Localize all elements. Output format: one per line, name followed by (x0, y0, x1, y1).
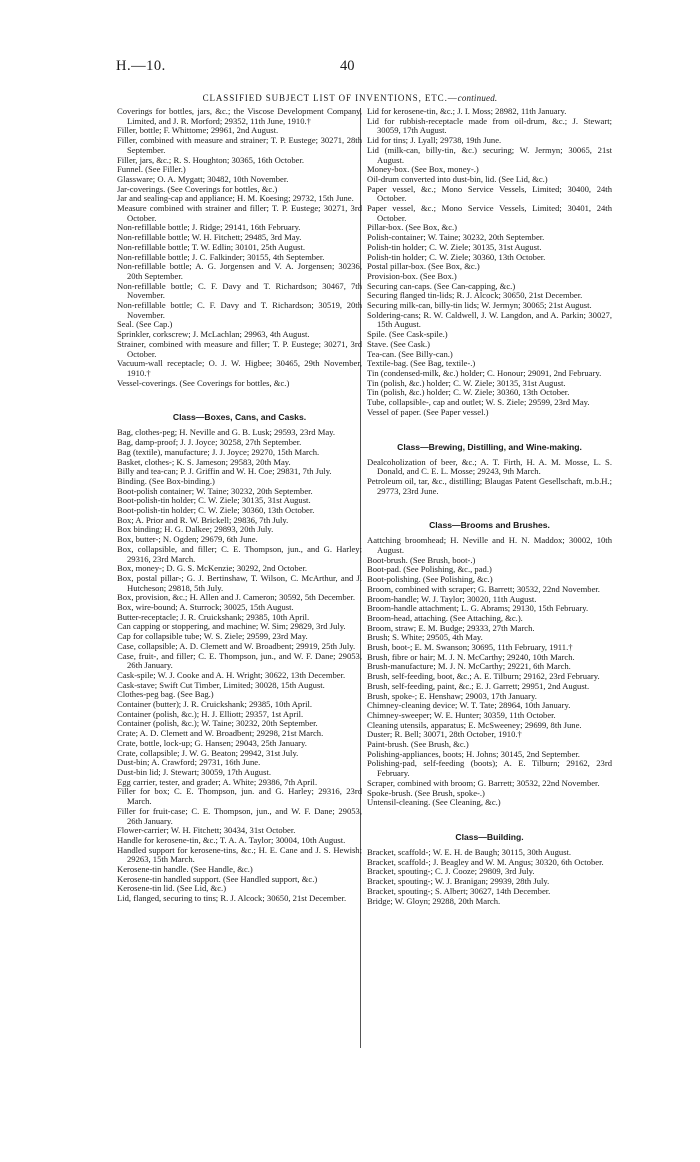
section-heading-brooms: Class—Brooms and Brushes. (429, 520, 550, 531)
list-item: Brush, fibre or hair; M. J. N. McCarthy; 29240, 10th March. (367, 651, 575, 662)
right-column (367, 107, 612, 906)
list-item: Filler for fruit-case; C. E. Thompson, jun., and W. F. Dane; 29053, 26th January. (117, 805, 362, 826)
list-item: Lid for rubbish-receptacle made from oil-drum, &c.; J. Stewart; 30059, 17th August. (367, 115, 612, 136)
list-item: Broom, combined with scraper; G. Barrett; 30532, 22nd November. (367, 583, 600, 594)
list-item: Dealcoholization of beer, &c.; A. T. Firth, H. A. M. Mosse, L. S. Donald, and C. E. L. Mosse; 29243, 9th March. (367, 456, 612, 477)
list-item: Glassware; O. A. Mygatt; 30482, 10th November. (117, 173, 289, 184)
left-column (117, 107, 362, 904)
section-heading-building: Class—Building. (455, 832, 524, 842)
list-item: Crate, collapsible; J. W. G. Beaton; 29942, 31st July. (117, 747, 299, 758)
list-item: Pillar-box. (See Box, &c.) (367, 222, 458, 233)
list-item: Broom, straw; E. M. Budge; 29333, 27th March. (367, 622, 535, 633)
entry-list (117, 107, 362, 388)
list-item: Securing milk-can, billy-tin lids; W. Jermyn; 30065; 21st August. (367, 300, 592, 311)
list-item: Paper vessel, &c.; Mono Service Vessels, Limited; 30401, 24th October. (367, 203, 612, 223)
section-spacer (367, 808, 612, 832)
list-item: Postal pillar-box. (See Box, &c.) (367, 261, 480, 272)
section-heading-boxes: Class—Boxes, Cans, and Casks. (172, 412, 307, 423)
list-item: Binding. (See Box-binding.) (117, 475, 215, 486)
list-item: Box, wire-bound; A. Sturrock; 30025, 15th August. (117, 602, 294, 613)
list-item: Money-box. (See Box, money-.) (367, 164, 479, 175)
list-item: Non-refillable bottle; C. F. Davy and T. Richardson; 30467, 7th November. (117, 280, 362, 301)
page-title (0, 93, 700, 103)
list-item: Tea-can. (See Billy-can.) (367, 348, 453, 359)
list-item: Bracket, scaffold-; J. Beagley and W. M. Angus; 30320, 6th October. (367, 856, 604, 867)
list-item: Lid (milk-can, billy-tin, &c.) securing; W. Jermyn; 30065, 21st August. (367, 144, 612, 165)
list-item: Lid for kerosene-tin, &c.; J. I. Moss; 28982, 11th January. (367, 106, 567, 116)
list-item: Bracket, scaffold-; W. E. H. de Baugh; 30115, 30th August. (367, 847, 572, 857)
list-item: Provision-box. (See Box.) (367, 270, 457, 281)
list-item: Vacuum-wall receptacle; O. J. W. Higbee; 30465, 29th November, 1910.† (117, 358, 362, 378)
list-item: Container (polish, &c.); W. Taine; 30232, 20th September. (117, 718, 318, 729)
list-item: Securing flanged tin-lids; R. J. Alcock; 30650, 21st December. (367, 290, 583, 301)
list-item: Box binding; H. G. Dalkee; 29893, 20th July. (117, 524, 274, 535)
list-item: Brush, boot-; E. M. Swanson; 30695, 11th February, 1911.† (367, 642, 573, 653)
list-item: Measure combined with strainer and filler; T. P. Eustege; 30271, 3rd October. (117, 203, 362, 223)
list-item: Tin (condensed-milk, &c.) holder; C. Honour; 29091, 2nd February. (367, 367, 602, 378)
list-item: Boot-polish-tin holder; C. W. Ziele; 30360, 13th October. (117, 505, 315, 516)
list-item: Tin (polish, &c.) holder; C. W. Ziele; 30360, 13th October. (367, 387, 570, 398)
list-item: Untensil-cleaning. (See Cleaning, &c.) (367, 797, 501, 808)
entry-list (117, 428, 362, 903)
list-item: Filler for box; C. E. Thompson, jun. and G. Harley; 29316, 23rd March. (117, 786, 362, 807)
section-spacer (117, 388, 362, 412)
list-item: Crate; A. D. Clemett and W. Broadbent; 29298, 21st March. (117, 728, 324, 739)
list-item: Box, postal pillar-; G. J. Bertinshaw, T. Wilson, C. McArthur, and J. Hutcheson; 29818, 5th July. (117, 572, 362, 593)
list-item: Broom-handle attachment; L. G. Abrams; 29130, 15th February. (367, 603, 589, 614)
list-item: Non-refillable bottle; W. H. Fitchett; 29485, 3rd May. (117, 232, 302, 243)
list-item: Vessel-coverings. (See Coverings for bottles, &c.) (117, 377, 290, 388)
list-item: Bag, clothes-peg; H. Neville and G. B. Lusk; 29593, 23rd May. (117, 427, 336, 438)
list-item: Spoke-brush. (See Brush, spoke-.) (367, 787, 485, 798)
list-item: Coverings for bottles, jars, &c.; the Viscose Development Company, Limited, and J. R. Morford; 29352, 11th June, 1910.† (117, 106, 362, 126)
list-item: Dust-bin lid; J. Stewart; 30059, 17th August. (117, 767, 271, 777)
list-item: Basket, clothes-; K. S. Jameson; 29583, 20th May. (117, 456, 291, 467)
list-item: Duster; R. Bell; 30071, 28th October, 1910.† (367, 729, 522, 740)
list-item: Polish-tin holder; C. W. Ziele; 30360, 13th October. (367, 251, 546, 262)
list-item: Kerosene-tin handled support. (See Handled support, &c.) (117, 873, 318, 884)
list-item: Seal. (See Cap.) (117, 319, 173, 330)
entry-list (367, 458, 612, 497)
list-item: Kerosene-tin lid. (See Lid, &c.) (117, 883, 227, 894)
list-item: Box, butter-; N. Ogden; 29679, 6th June. (117, 534, 258, 545)
list-item: Butter-receptacle; J. R. Cruickshank; 29385, 10th April. (117, 611, 310, 622)
list-item: Dust-bin; A. Crawford; 29731, 16th June. (117, 757, 261, 768)
section-heading-brewing: Class—Brewing, Distilling, and Wine-making. (397, 441, 582, 452)
list-item: Paper vessel, &c.; Mono Service Vessels, Limited; 30400, 24th October. (367, 183, 612, 204)
entry-list (367, 848, 612, 906)
list-item: Funnel. (See Filler.) (117, 164, 186, 175)
list-item: Polish-container; W. Taine; 30232, 20th September. (367, 232, 545, 243)
list-item: Box, money-; D. G. S. McKenzie; 30292, 2nd October. (117, 563, 307, 574)
list-item: Billy and tea-can; P. J. Griffin and W. H. Coe; 29831, 7th July. (117, 466, 332, 477)
list-item: Handled support for kerosene-tins, &c.; H. E. Cane and J. S. Hewish; 29263, 15th March. (117, 844, 362, 865)
list-item: Handle for kerosene-tin, &c.; T. A. A. Taylor; 30004, 10th August. (117, 834, 346, 845)
list-item: Polishing-appliances, boots; H. Johns; 30145, 2nd September. (367, 748, 580, 759)
document-reference: H.—10. (116, 58, 166, 74)
list-item: Cleaning utensils, apparatus; E. McSweeney; 29699, 8th June. (367, 719, 582, 730)
list-item: Strainer, combined with measure and filler; T. P. Eustege; 30271, 3rd October. (117, 338, 362, 359)
list-item: Broom-head, attaching. (See Attaching, &c.). (367, 612, 523, 623)
list-item: Boot-polish-tin holder; C. W. Ziele; 30135, 31st August. (117, 495, 311, 506)
list-item: Broom-handle; W. J. Taylor; 30020, 11th August. (367, 593, 537, 604)
list-item: Box, collapsible, and filler; C. E. Thompson, jun., and G. Harley; 29316, 23rd March. (117, 543, 362, 564)
list-item: Petroleum oil, tar, &c., distilling; Blaugas Patent Gesellschaft, m.b.H.; 29773, 23rd June. (367, 475, 612, 496)
entry-list (367, 536, 612, 808)
list-item: Brush-manufacture; M. J. N. McCarthy; 29221, 6th March. (367, 661, 571, 672)
list-item: Securing can-caps. (See Can-capping, &c.) (367, 280, 516, 291)
list-item: Cask-stave; Swift Cut Timber, Limited; 30028, 15th August. (117, 679, 325, 690)
list-item: Brush, self-feeding, boot, &c.; A. E. Tilburn; 29162, 23rd February. (367, 671, 600, 682)
list-item: Bridge; W. Gloyn; 29288, 20th March. (367, 895, 501, 906)
list-item: Non-refillable bottle; A. G. Jorgensen and V. A. Jorgensen; 30236, 20th September. (117, 261, 362, 281)
list-item: Chimney-sweeper; W. E. Hunter; 30359, 11th October. (367, 709, 556, 720)
list-item: Tube, collapsible-, cap and outlet; W. S. Ziele; 29599, 23rd May. (367, 397, 590, 408)
page-title-main: CLASSIFIED SUBJECT LIST OF INVENTIONS, ETC.— (202, 93, 458, 103)
list-item: Filler, bottle; F. Whittome; 29961, 2nd August. (117, 125, 279, 136)
list-item: Can capping or stoppering, and machine; W. Sim; 29829, 3rd July. (117, 621, 346, 632)
list-item: Brush; S. White; 29505, 4th May. (367, 632, 483, 643)
list-item: Lid for tins; J. Lyall; 29738, 19th June. (367, 135, 502, 146)
list-item: Textile-bag. (See Bag, textile-.) (367, 358, 476, 369)
list-item: Case, fruit-, and filler; C. E. Thompson, jun., and W. F. Dane; 29053, 26th January. (117, 650, 362, 671)
list-item: Filler, combined with measure and strainer; T. P. Eustege; 30271, 28th September. (117, 135, 362, 155)
section-spacer (367, 496, 612, 520)
list-item: Non-refillable bottle; J. C. Falkinder; 30155, 4th September. (117, 251, 325, 262)
list-item: Brush, spoke-; E. Henshaw; 29003, 17th January. (367, 690, 537, 701)
list-item: Kerosene-tin handle. (See Handle, &c.) (117, 864, 253, 875)
list-item: Polishing-pad, self-feeding (boots); A. E. Tilburn; 29162, 23rd February. (367, 758, 612, 779)
list-item: Sprinkler, corkscrew; J. McLachlan; 29963, 4th August. (117, 329, 310, 340)
list-item: Clothes-peg bag. (See Bag.) (117, 689, 214, 700)
list-item: Boot-polishing. (See Polishing, &c.) (367, 574, 493, 585)
list-item: Bracket, spouting-; W. J. Branigan; 29939, 28th July. (367, 876, 550, 887)
page-header (0, 58, 700, 78)
list-item: Non-refillable bottle; T. W. Edlin; 30101, 25th August. (117, 241, 306, 252)
list-item: Bracket, spouting-; S. Albert; 30627, 14th December. (367, 885, 551, 896)
list-item: Container (butter); J. R. Cruickshank; 29385, 10th April. (117, 699, 313, 710)
list-item: Egg carrier, tester, and grader; A. White; 29386, 7th April. (117, 776, 318, 787)
list-item: Spile. (See Cask-spile.) (367, 329, 448, 340)
list-item: Box; A. Prior and R. W. Brickell; 29836, 7th July. (117, 514, 289, 525)
list-item: Non-refillable bottle; C. F. Davy and T. Richardson; 30519, 20th November. (117, 300, 362, 320)
list-item: Tin (polish, &c.) holder; C. W. Ziele; 30135, 31st August. (367, 377, 566, 388)
list-item: Bag (textile), manufacture; J. J. Joyce; 29270, 15th March. (117, 446, 320, 457)
list-item: Non-refillable bottle; J. Ridge; 29141, 16th February. (117, 222, 301, 233)
list-item: Crate, bottle, lock-up; G. Hansen; 29043, 25th January. (117, 737, 307, 748)
list-item: Filler, jars, &c.; R. S. Houghton; 30365, 16th October. (117, 154, 305, 165)
list-item: Oil-drum converted into dust-bin, lid. (See Lid, &c.) (367, 173, 548, 184)
list-item: Boot-polish container; W. Taine; 30232, 20th September. (117, 485, 313, 496)
list-item: Vessel of paper. (See Paper vessel.) (367, 406, 489, 417)
list-item: Jar-coverings. (See Coverings for bottles, &c.) (117, 183, 278, 194)
list-item: Soldering-cans; R. W. Caldwell, J. W. Langdon, and A. Parkin; 30027, 15th August. (367, 309, 612, 330)
page-title-continued: continued. (457, 93, 498, 103)
list-item: Boot-brush. (See Brush, boot-.) (367, 554, 476, 565)
list-item: Cask-spile; W. J. Cooke and A. H. Wright; 30622, 13th December. (117, 669, 346, 680)
list-item: Case, collapsible; A. D. Clemett and W. Broadbent; 29919, 25th July. (117, 640, 356, 651)
entry-list (367, 107, 612, 418)
list-item: Boot-pad. (See Polishing, &c., pad.) (367, 564, 492, 575)
list-item: Lid, flanged, securing to tins; R. J. Alcock; 30650, 21st December. (117, 893, 347, 904)
list-item: Flower-carrier; W. H. Fitchett; 30434, 31st October. (117, 825, 296, 836)
list-item: Cap for collapsible tube; W. S. Ziele; 29599, 23rd May. (117, 631, 308, 642)
list-item: Bag, damp-proof; J. J. Joyce; 30258, 27th September. (117, 437, 302, 448)
list-item: Scraper, combined with broom; G. Barrett; 30532, 22nd November. (367, 777, 600, 788)
list-item: Aattching broomhead; H. Neville and H. N. Maddox; 30002, 10th August. (367, 535, 612, 556)
page-number: 40 (340, 58, 355, 74)
list-item: Chimney-cleaning device; W. T. Tate; 28964, 10th January. (367, 700, 571, 711)
list-item: Jar and sealing-cap and appliance; H. M. Koesing; 29732, 15th June. (117, 193, 354, 204)
list-item: Container (polish, &c.); H. J. Elliott; 29357, 1st April. (117, 708, 304, 719)
list-item: Box, provision, &c.; H. Allen and J. Cameron; 30592, 5th December. (117, 592, 355, 603)
list-item: Stave. (See Cask.) (367, 338, 431, 349)
list-item: Brush, self-feeding, paint, &c.; E. J. Garrett; 29951, 2nd August. (367, 680, 590, 691)
section-spacer (367, 418, 612, 442)
list-item: Paint-brush. (See Brush, &c.) (367, 739, 469, 750)
list-item: Bracket, spouting-; C. J. Cooze; 29809, 3rd July. (367, 866, 535, 877)
list-item: Polish-tin holder; C. W. Ziele; 30135, 31st August. (367, 241, 542, 252)
